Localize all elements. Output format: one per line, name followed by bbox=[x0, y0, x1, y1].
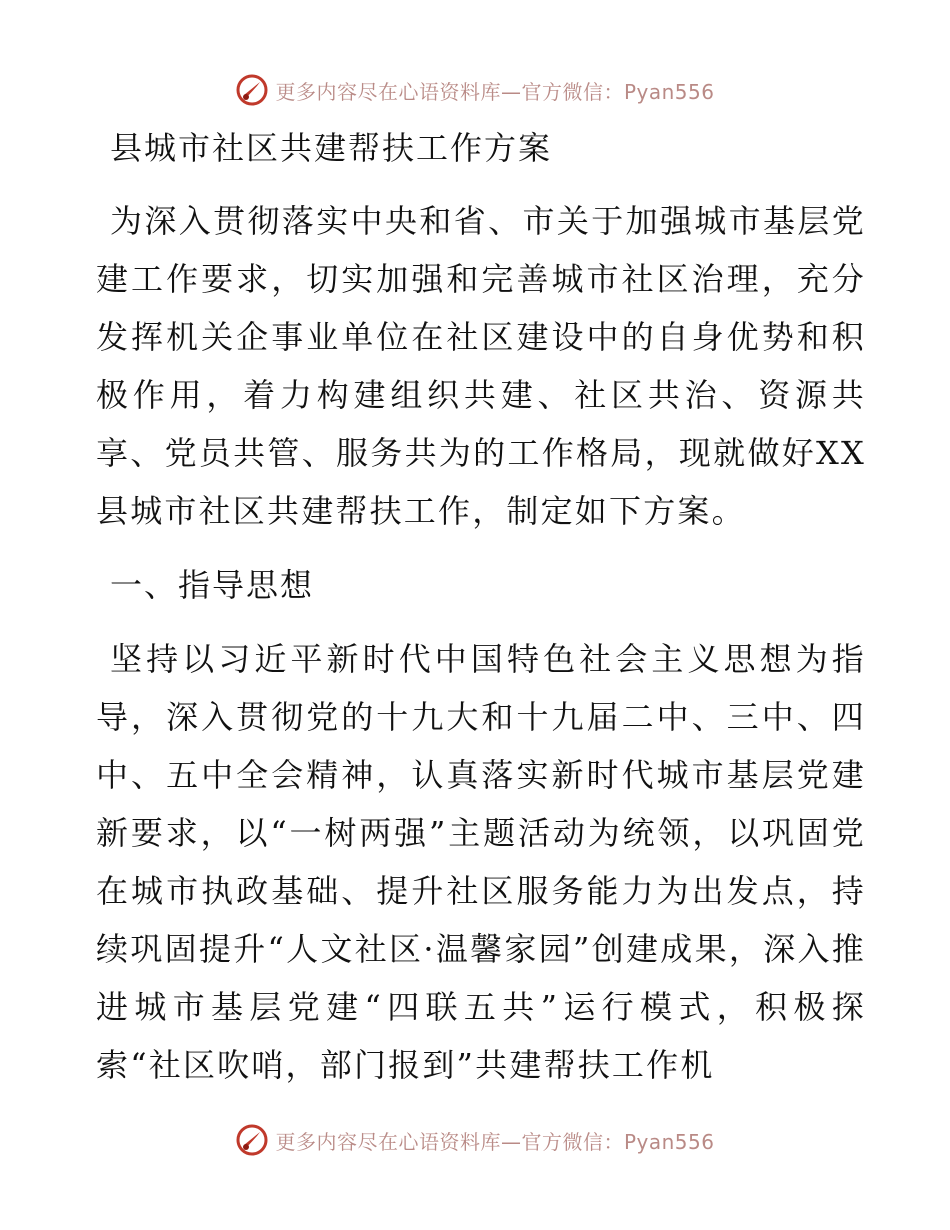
guiding-ideology-paragraph: 坚持以习近平新时代中国特色社会主义思想为指导，深入贯彻党的十九大和十九届二中、三中、四中、五中全会精神，认真落实新时代城市基层党建新要求，以“一树两强”主题活动为统领，以巩固党在城市执政基础、提升社区服务能力为出发点，持续巩固提升“人文社区·温馨家园”创建成果，深入推进城市基层党建“四联五共”运行模式，积极探索“社区吹哨，部门报到”共建帮扶工作机 bbox=[96, 640, 866, 1084]
watermark-brand: 更多内容尽在心语资料库 bbox=[275, 1129, 501, 1154]
watermark-header bbox=[0, 72, 950, 108]
watermark-dash: — bbox=[500, 1129, 522, 1154]
watermark-dash: — bbox=[500, 79, 522, 104]
watermark-text bbox=[275, 76, 714, 105]
watermark-footer bbox=[0, 1122, 950, 1158]
brand-logo-icon bbox=[235, 1123, 269, 1157]
section-heading-guiding-ideology: 一、指导思想 bbox=[110, 566, 315, 604]
document-body bbox=[96, 122, 866, 1094]
watermark-text bbox=[275, 1126, 714, 1155]
watermark-brand: 更多内容尽在心语资料库 bbox=[275, 79, 501, 104]
intro-paragraph: 为深入贯彻落实中央和省、市关于加强城市基层党建工作要求，切实加强和完善城市社区治理，充分发挥机关企事业单位在社区建设中的自身优势和积极作用，着力构建组织共建、社区共治、资源共享、党员共管、服务共为的工作格局，现就做好XX县城市社区共建帮扶工作，制定如下方案。 bbox=[96, 202, 866, 530]
brand-logo-icon bbox=[235, 73, 269, 107]
watermark-official: 官方微信：Pyan556 bbox=[521, 79, 715, 104]
document-title: 县城市社区共建帮扶工作方案 bbox=[110, 129, 553, 167]
watermark-official: 官方微信：Pyan556 bbox=[521, 1129, 715, 1154]
